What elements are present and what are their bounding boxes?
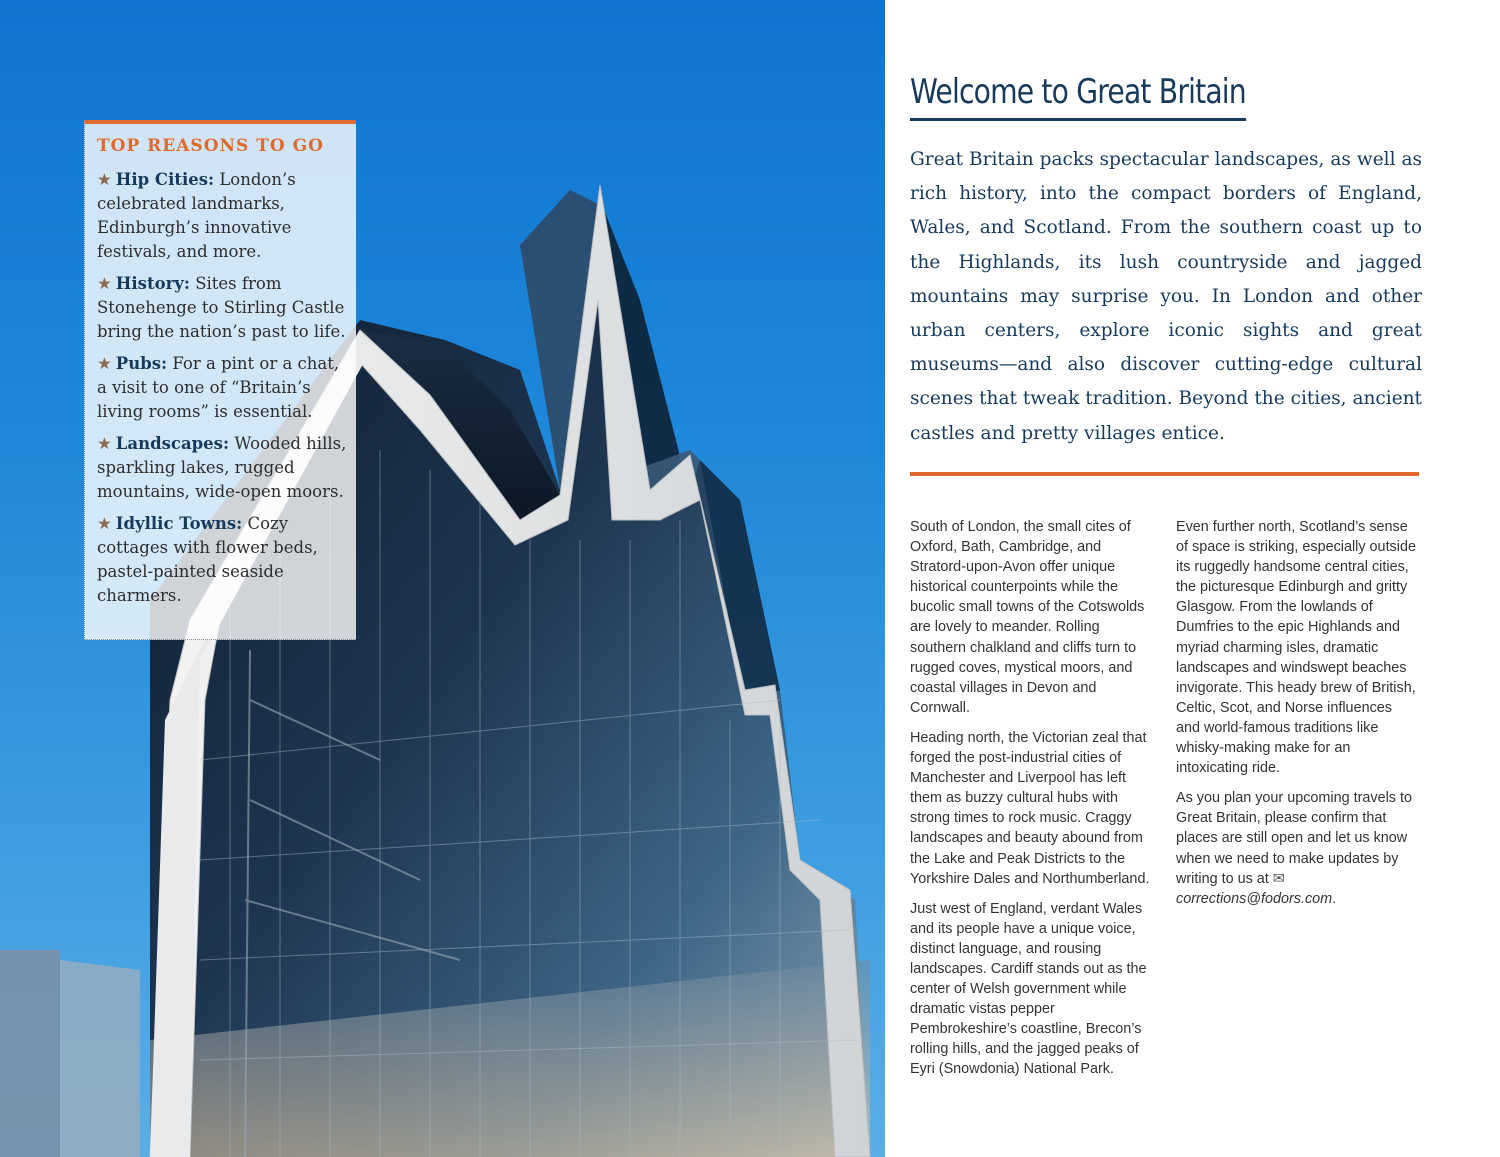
star-icon: ★: [97, 170, 112, 189]
intro-paragraph: Great Britain packs spectacular landscapes, as well as rich history, into the compact borders of England, Wales, and Scotland. From the southern coast up to the Highlands, its lush countryside and jagged mountains may surprise you. In London and other urban centers, explore iconic sights and great museums—and also discover cutting-edge cultural scenes that tweak tradition. Beyond the cities, ancient castles and pretty villages entice.: [910, 149, 1422, 444]
star-icon: ★: [97, 354, 112, 373]
body-paragraph: Just west of England, verdant Wales and its people have a unique voice, distinct language, and rousing landscapes. Cardiff stands out as the center of Welsh government while dramatic vistas pepper Pembrokeshire’s coastline, Brecon’s rolling hills, and the jagged peaks of Eyri (Snowdonia) National Park.: [910, 900, 1147, 1078]
star-icon: ★: [97, 274, 112, 293]
top-reasons-box: [84, 120, 356, 640]
body-paragraph: Heading north, the Victorian zeal that forged the post-industrial cities of Manchester and Liverpool has left them as buzzy cultural hubs with strong times to rock music. Craggy landscapes and beauty abound from the Lake and Peak Districts to the Yorkshire Dales and Northumberland.: [910, 729, 1150, 887]
orange-divider: [910, 472, 1419, 476]
reason-label: Idyllic Towns:: [115, 514, 243, 533]
envelope-icon: ✉: [1272, 870, 1285, 887]
reason-label: History:: [115, 274, 190, 293]
reason-label: Hip Cities:: [115, 170, 215, 189]
reason-item: [97, 352, 348, 424]
body-column-left: [910, 517, 1152, 1090]
email-link[interactable]: corrections@fodors.com: [1176, 890, 1333, 907]
reason-label: Pubs:: [115, 354, 168, 373]
reason-text: Sites from Stonehenge to Stirling Castle bring the nation’s past to life.: [97, 274, 346, 341]
body-column-right: [1176, 517, 1418, 919]
body-paragraph: Even further north, Scotland’s sense of space is striking, especially outside its ruggedly handsome central cities, the picturesque Edinburgh and gritty Glasgow. From the lowlands of Dumfries to the epic Highlands and myriad charming isles, dramatic landscapes and windswept beaches invigorate. This heady brew of British, Celtic, Scot, and Norse influences and world-famous traditions like whisky-making make for an intoxicating ride.: [1176, 519, 1416, 777]
body-paragraph: South of London, the small cites of Oxford, Bath, Cambridge, and Stratord-upon-Avon offer unique historical counterpoints while the bucolic small towns of the Cotswolds are lovely to meander. Rolling southern chalkland and cliffs turn to rugged coves, mystical moors, and coastal villages in Devon and Cornwall.: [910, 519, 1145, 716]
reason-item: [97, 512, 348, 608]
contact-period: .: [1332, 890, 1337, 907]
reason-text: For a pint or a chat, a visit to one of “Britain’s living rooms” is essential.: [97, 354, 340, 421]
reason-label: Landscapes:: [115, 434, 230, 453]
reason-text: Wooded hills, sparkling lakes, rugged mountains, wide-open moors.: [97, 434, 347, 501]
reason-item: [97, 432, 348, 504]
reason-text: Cozy cottages with flower beds, pastel-painted seaside charmers.: [97, 514, 318, 605]
body-paragraph-contact: [1176, 788, 1418, 909]
star-icon: ★: [97, 434, 112, 453]
star-icon: ★: [97, 514, 112, 533]
reason-item: [97, 272, 348, 344]
reason-item: [97, 168, 348, 264]
top-reasons-title: TOP REASONS TO GO: [97, 136, 324, 156]
page-title: Welcome to Great Britain: [910, 72, 1246, 121]
contact-text: As you plan your upcoming travels to Great Britain, please confirm that places are still open and let us know when we need to make updates by writing to us at: [1176, 790, 1412, 887]
reason-text: London’s celebrated landmarks, Edinburgh’s innovative festivals, and more.: [97, 170, 296, 261]
